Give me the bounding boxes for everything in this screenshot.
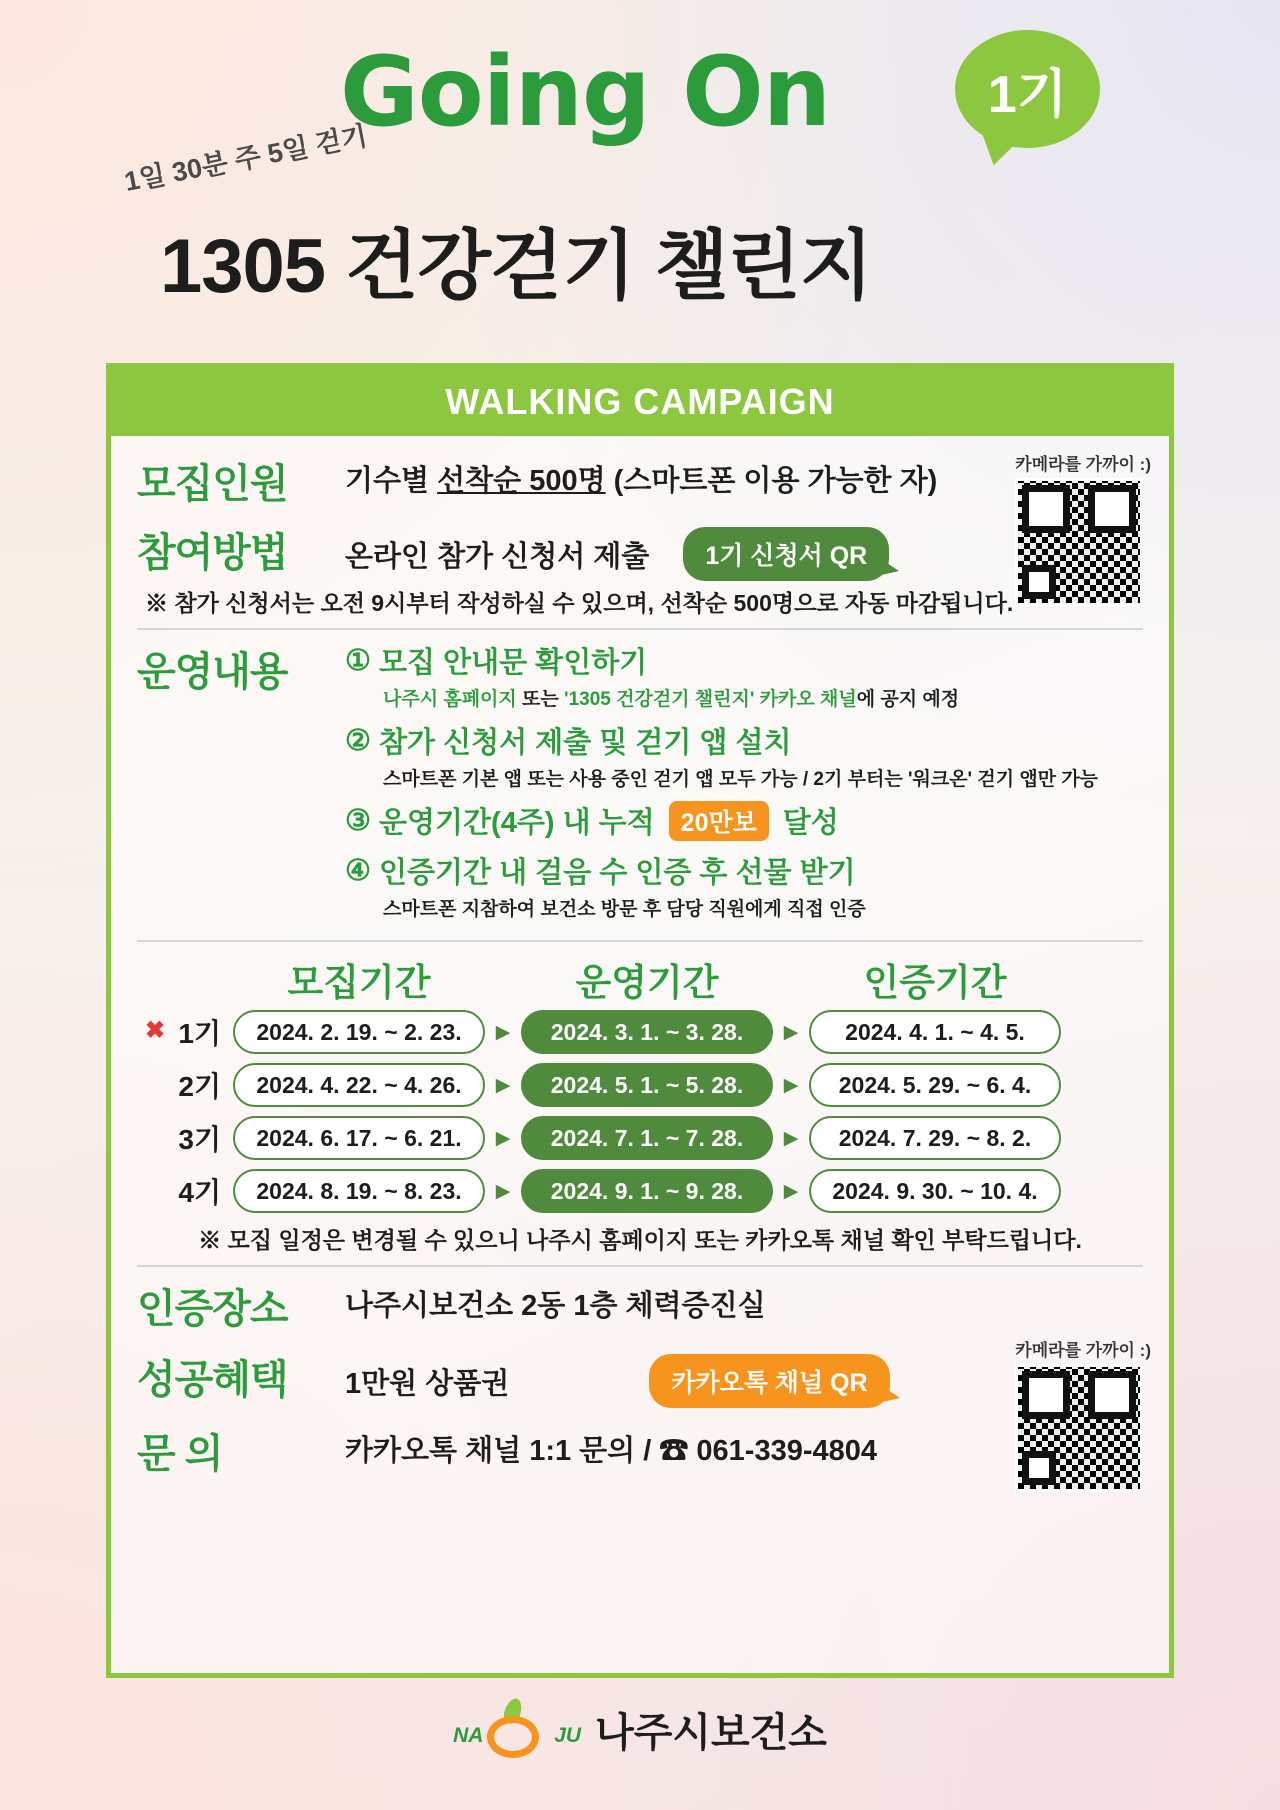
schedule-note: ※ 모집 일정은 변경될 수 있으니 나주시 홈페이지 또는 카카오톡 채널 확인 부탁드립니다.	[198, 1227, 1082, 1253]
poster-header	[0, 0, 1280, 330]
qr-caption: 카메라를 가까이 :)	[1015, 455, 1151, 474]
application-qr-pill[interactable]	[683, 527, 889, 581]
operation-item-number: ②	[345, 725, 371, 757]
schedule-cell-operate: 2024. 9. 1. ~ 9. 28.	[521, 1169, 773, 1213]
contact-value: 카카오톡 채널 1:1 문의 / ☎ 061-339-4804	[345, 1435, 878, 1467]
row-recruit	[137, 452, 1143, 509]
operation-item-sub	[383, 684, 1098, 711]
join-note: ※ 참가 신청서는 오전 9시부터 작성하실 수 있으며, 선착순 500명으로 자동 마감됩니다.	[145, 590, 1014, 616]
schedule-group	[137, 1065, 233, 1105]
benefit-value: 1만원 상품권	[345, 1367, 510, 1400]
operation-item-title: 참가 신청서 제출 및 걷기 앱 설치	[379, 727, 792, 759]
arrow-right-icon: ▶	[495, 1021, 511, 1043]
schedule-cell-verify: 2024. 9. 30. ~ 10. 4.	[809, 1169, 1061, 1213]
operation-item	[345, 800, 1098, 841]
place-value: 나주시보건소 2동 1층 체력증진실	[345, 1290, 766, 1322]
arrow-right-icon: ▶	[783, 1180, 799, 1202]
schedule-header-row	[137, 952, 1143, 1006]
schedule-cell-operate: 2024. 5. 1. ~ 5. 28.	[521, 1063, 773, 1107]
row-benefit	[137, 1348, 1143, 1408]
recruit-value-pre: 기수별	[345, 465, 438, 497]
footer-organization: 나주시보건소	[595, 1710, 827, 1755]
cohort-badge	[955, 30, 1100, 148]
schedule-table	[137, 952, 1143, 1255]
schedule-col-operate: 운영기간	[575, 962, 719, 1003]
qr-caption: 카메라를 가까이 :)	[1015, 1341, 1151, 1360]
panel-header: WALKING CAMPAIGN	[111, 368, 1169, 436]
schedule-cell-recruit: 2024. 4. 22. ~ 4. 26.	[233, 1063, 485, 1107]
operation-item-number: ①	[345, 645, 371, 677]
operation-label: 운영내용	[137, 650, 288, 694]
recruit-label: 모집인원	[137, 462, 288, 506]
operation-sub-green: '1305 건강걷기 챌린지' 카카오 채널	[564, 689, 857, 710]
operation-item-number: ③	[345, 805, 371, 837]
divider	[137, 628, 1143, 630]
table-row	[137, 1063, 1143, 1107]
page-subtitle: 1305 건강걷기 챌린지	[160, 224, 873, 309]
schedule-cell-operate: 2024. 7. 1. ~ 7. 28.	[521, 1116, 773, 1160]
logo-text-left: NA	[453, 1724, 484, 1747]
schedule-cell-verify: 2024. 7. 29. ~ 8. 2.	[809, 1116, 1061, 1160]
row-contact	[137, 1422, 1143, 1479]
operation-item	[345, 850, 1098, 921]
schedule-group-label: 4기	[178, 1177, 221, 1208]
schedule-group-label: 3기	[178, 1124, 221, 1155]
join-value-wrap	[345, 521, 889, 581]
table-row	[137, 1116, 1143, 1160]
schedule-group	[137, 1171, 233, 1211]
recruit-value-highlight: 선착순 500명	[437, 465, 606, 497]
operation-item-main	[345, 640, 1098, 681]
place-label: 인증장소	[137, 1287, 288, 1331]
schedule-group-label: 2기	[178, 1071, 221, 1102]
operation-sub-mid: 또는	[516, 689, 565, 710]
kakao-channel-qr-code[interactable]	[1015, 1364, 1143, 1492]
operation-item-sub: 스마트폰 지참하여 보건소 방문 후 담당 직원에게 직접 인증	[383, 899, 866, 920]
operation-item-number: ④	[345, 855, 371, 887]
table-row	[137, 1010, 1143, 1054]
schedule-col-recruit: 모집기간	[287, 962, 431, 1003]
star-icon: ✖	[145, 1017, 166, 1044]
operation-item-title-pre: 운영기간(4주) 내 누적	[379, 807, 655, 839]
divider	[137, 1265, 1143, 1267]
benefit-label: 성공혜택	[137, 1358, 288, 1402]
operation-item-sub: 스마트폰 기본 앱 또는 사용 중인 걷기 앱 모두 가능 / 2기 부터는 '워크온' 걷기 앱만 가능	[383, 769, 1099, 790]
pill-tail-icon	[881, 559, 899, 575]
recruit-value-post: (스마트폰 이용 가능한 자)	[605, 465, 938, 497]
schedule-cell-verify: 2024. 4. 1. ~ 4. 5.	[809, 1010, 1061, 1054]
operation-item-title: 인증기간 내 걸음 수 인증 후 선물 받기	[379, 857, 856, 889]
divider	[137, 940, 1143, 942]
operation-item-main	[345, 850, 1098, 891]
table-row	[137, 1169, 1143, 1213]
operation-item-title-post: 달성	[782, 807, 839, 839]
kakao-qr-block[interactable]	[1015, 1336, 1151, 1492]
join-value: 온라인 참가 신청서 제출	[345, 540, 650, 573]
application-qr-pill-label: 1기 신청서 QR	[705, 542, 868, 570]
operation-item-main	[345, 720, 1098, 761]
footer	[0, 1700, 1280, 1758]
application-qr-code[interactable]	[1015, 478, 1143, 606]
arrow-right-icon: ▶	[495, 1127, 511, 1149]
row-operation	[137, 640, 1143, 930]
schedule-cell-recruit: 2024. 2. 19. ~ 2. 23.	[233, 1010, 485, 1054]
arrow-right-icon: ▶	[783, 1074, 799, 1096]
kakao-qr-pill-label: 카카오톡 채널 QR	[671, 1369, 868, 1397]
schedule-group	[137, 1118, 233, 1158]
operation-sub-pre: 나주시 홈페이지	[383, 689, 517, 710]
arrow-right-icon: ▶	[495, 1074, 511, 1096]
operation-list	[345, 640, 1098, 930]
arrow-right-icon: ▶	[783, 1021, 799, 1043]
info-panel	[106, 363, 1174, 1678]
schedule-group-label: 1기	[178, 1018, 221, 1049]
arrow-right-icon: ▶	[783, 1127, 799, 1149]
steps-badge: 20만보	[669, 801, 769, 841]
schedule-group	[137, 1012, 233, 1052]
cohort-badge-label: 1기	[987, 65, 1068, 124]
logo-ring-icon	[487, 1716, 539, 1758]
contact-label: 문 의	[137, 1432, 223, 1476]
schedule-cell-operate: 2024. 3. 1. ~ 3. 28.	[521, 1010, 773, 1054]
row-join	[137, 521, 1143, 581]
join-label: 참여방법	[137, 531, 288, 575]
recruit-value	[345, 452, 937, 499]
arrow-right-icon: ▶	[495, 1180, 511, 1202]
operation-item	[345, 640, 1098, 711]
schedule-col-verify: 인증기간	[863, 962, 1007, 1003]
operation-item	[345, 720, 1098, 791]
naju-logo-icon	[453, 1700, 581, 1758]
panel-body	[111, 436, 1169, 1489]
operation-item-main	[345, 800, 1098, 841]
page-title: Going On	[340, 36, 831, 148]
kakao-qr-pill[interactable]	[649, 1354, 889, 1408]
row-place	[137, 1277, 1143, 1334]
schedule-cell-verify: 2024. 5. 29. ~ 6. 4.	[809, 1063, 1061, 1107]
application-qr-block[interactable]	[1015, 450, 1151, 606]
pill-tail-icon	[882, 1386, 900, 1402]
operation-item-title: 모집 안내문 확인하기	[379, 647, 648, 679]
operation-sub-post: 에 공지 예정	[856, 689, 960, 710]
schedule-cell-recruit: 2024. 8. 19. ~ 8. 23.	[233, 1169, 485, 1213]
logo-text-right: JU	[554, 1724, 582, 1747]
benefit-value-wrap	[345, 1348, 890, 1408]
tagline: 1일 30분 주 5일 걷기	[121, 120, 370, 198]
schedule-cell-recruit: 2024. 6. 17. ~ 6. 21.	[233, 1116, 485, 1160]
